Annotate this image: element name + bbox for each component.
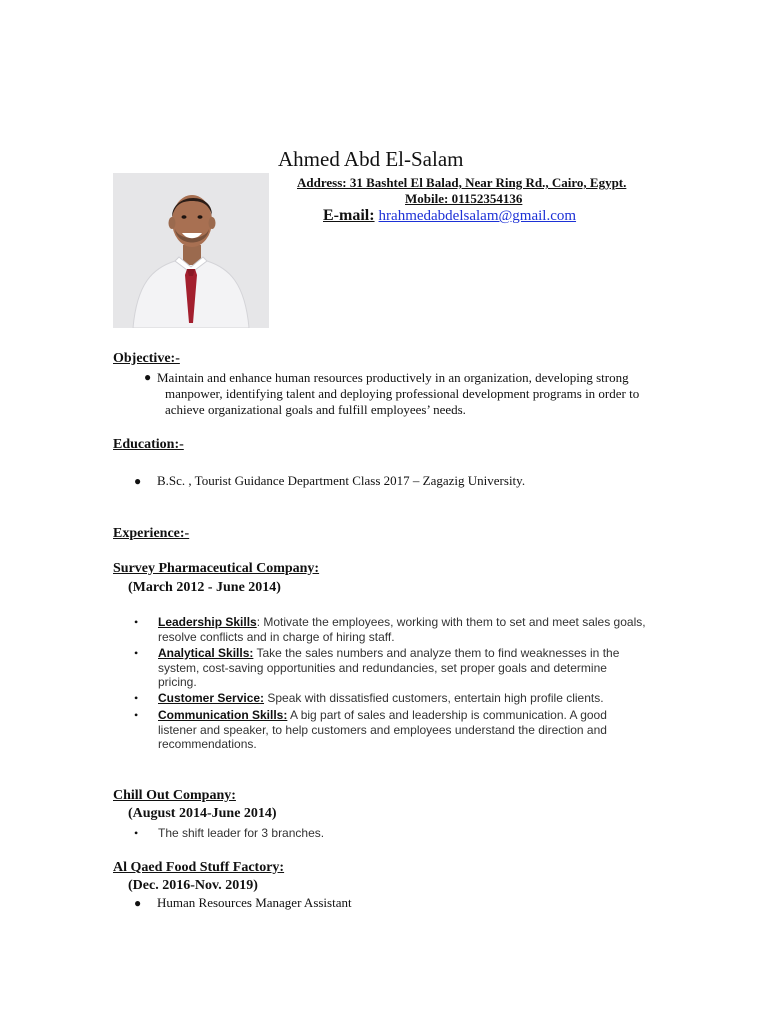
job-dates: (Dec. 2016-Nov. 2019)	[128, 878, 258, 893]
profile-photo	[113, 173, 269, 328]
bullet-dot: ●	[134, 474, 142, 488]
skill-title: Analytical Skills:	[158, 646, 254, 660]
bullet-dot: •	[134, 615, 139, 629]
objective-text	[157, 370, 665, 418]
email-label: E-mail:	[323, 207, 375, 224]
email-line	[323, 207, 576, 225]
education-text: B.Sc. , Tourist Guidance Department Class 2017 – Zagazig University.	[157, 473, 526, 488]
objective-heading: Objective:-	[113, 351, 180, 366]
mobile-line: Mobile: 01152354136	[405, 191, 523, 206]
skill-description: Speak with dissatisfied customers, entertain high profile clients.	[264, 691, 604, 705]
experience-heading: Experience:-	[113, 526, 190, 541]
company-name: Survey Pharmaceutical Company:	[113, 561, 320, 576]
candidate-name: Ahmed Abd El-Salam	[278, 147, 464, 171]
job-dates: (August 2014-June 2014)	[128, 806, 277, 821]
bullet-dot: •	[134, 646, 139, 660]
skill-title: Customer Service:	[158, 691, 265, 705]
job-duty: The shift leader for 3 branches.	[158, 826, 325, 840]
address-line: Address: 31 Bashtel El Balad, Near Ring Rd., Cairo, Egypt.	[297, 175, 627, 190]
bullet-dot: •	[134, 691, 139, 705]
skill-customer-service	[158, 691, 648, 706]
company-name: Chill Out Company:	[113, 788, 236, 803]
skill-description: A big part of sales and leadership is communication. A good listener and speaker, to help customers and employees understand the direction and recommendations.	[158, 708, 607, 751]
company-name: Al Qaed Food Stuff Factory:	[113, 860, 285, 875]
job-duty: Human Resources Manager Assistant	[157, 895, 352, 910]
bullet-dot: •	[134, 826, 139, 840]
email-link[interactable]: hrahmedabdelsalam@gmail.com	[378, 208, 577, 224]
objective-text-content: Maintain and enhance human resources productively in an organization, developing strong manpower, identifying talent and deploying professional development programs in order to achieve organizational goals and fulfill employees’ needs.	[157, 370, 640, 417]
education-heading: Education:-	[113, 437, 184, 452]
skill-title: Communication Skills:	[158, 708, 288, 722]
bullet-dot: •	[134, 708, 139, 722]
bullet-dot: ●	[144, 370, 152, 384]
job-dates: (March 2012 - June 2014)	[128, 580, 281, 595]
bullet-dot: ●	[134, 896, 142, 910]
skill-analytical	[158, 646, 648, 690]
skill-communication	[158, 708, 648, 752]
skill-leadership	[158, 615, 648, 644]
person-portrait-icon	[113, 173, 269, 328]
skill-description: Take the sales numbers and analyze them to find weaknesses in the system, cost-saving opportunities and redundancies, set proper goals and determine pricing.	[158, 646, 620, 689]
skill-description: : Motivate the employees, working with them to set and meet sales goals, resolve conflicts and in charge of hiring staff.	[158, 615, 646, 644]
skill-title: Leadership Skills	[158, 615, 257, 629]
